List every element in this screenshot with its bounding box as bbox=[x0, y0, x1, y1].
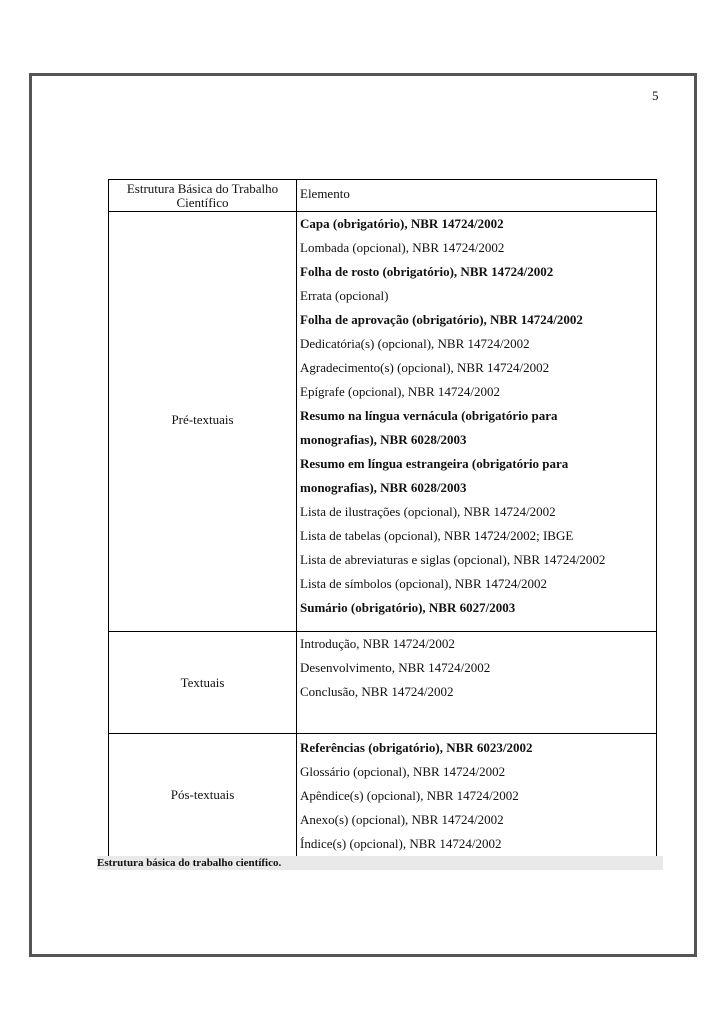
page-number: 5 bbox=[652, 88, 659, 103]
table-item: Índice(s) (opcional), NBR 14724/2002 bbox=[300, 836, 502, 851]
table-item: Folha de rosto (obrigatório), NBR 14724/2002 bbox=[300, 264, 554, 279]
table-item: Resumo na língua vernácula (obrigatório para bbox=[300, 408, 558, 423]
section-textual bbox=[108, 631, 657, 733]
table-item: Conclusão, NBR 14724/2002 bbox=[300, 684, 454, 699]
table-item: Lista de ilustrações (opcional), NBR 14724/2002 bbox=[300, 504, 556, 519]
table-item: Folha de aprovação (obrigatório), NBR 14724/2002 bbox=[300, 312, 583, 327]
table-item: monografias), NBR 6028/2003 bbox=[300, 480, 467, 495]
table-caption: Estrutura básica do trabalho científico. bbox=[97, 856, 663, 870]
table-item: Sumário (obrigatório), NBR 6027/2003 bbox=[300, 600, 516, 615]
table-item: Apêndice(s) (opcional), NBR 14724/2002 bbox=[300, 788, 519, 803]
table-item: Anexo(s) (opcional), NBR 14724/2002 bbox=[300, 812, 504, 827]
table-item: Resumo em língua estrangeira (obrigatório para bbox=[300, 456, 569, 471]
table-item: Lista de símbolos (opcional), NBR 14724/2002 bbox=[300, 576, 547, 591]
table-item: Glossário (opcional), NBR 14724/2002 bbox=[300, 764, 506, 779]
table-item: Lombada (opcional), NBR 14724/2002 bbox=[300, 240, 505, 255]
section-label: Pré-textuais bbox=[109, 212, 297, 631]
table-header-row bbox=[108, 179, 657, 211]
table-item: Introdução, NBR 14724/2002 bbox=[300, 636, 455, 651]
table-item: Lista de abreviaturas e siglas (opcional), NBR 14724/2002 bbox=[300, 552, 606, 567]
table-item: Referências (obrigatório), NBR 6023/2002 bbox=[300, 740, 533, 755]
structure-table bbox=[108, 179, 657, 857]
section-items bbox=[297, 632, 656, 733]
section-pre-textual bbox=[108, 211, 657, 631]
table-item: Epígrafe (opcional), NBR 14724/2002 bbox=[300, 384, 501, 399]
table-item: Agradecimento(s) (opcional), NBR 14724/2002 bbox=[300, 360, 550, 375]
section-items bbox=[297, 212, 656, 631]
table-item: monografias), NBR 6028/2003 bbox=[300, 432, 467, 447]
section-label: Textuais bbox=[109, 632, 297, 733]
table-item: Desenvolvimento, NBR 14724/2002 bbox=[300, 660, 491, 675]
header-element: Elemento bbox=[300, 186, 350, 201]
section-items bbox=[297, 734, 656, 856]
table-item: Capa (obrigatório), NBR 14724/2002 bbox=[300, 216, 504, 231]
section-label: Pós-textuais bbox=[109, 734, 297, 856]
table-item: Dedicatória(s) (opcional), NBR 14724/2002 bbox=[300, 336, 530, 351]
section-post-textual bbox=[108, 733, 657, 857]
table-item: Errata (opcional) bbox=[300, 288, 389, 303]
table-item: Lista de tabelas (opcional), NBR 14724/2002; IBGE bbox=[300, 528, 574, 543]
header-structure: Estrutura Básica do Trabalho Científico bbox=[109, 180, 297, 211]
